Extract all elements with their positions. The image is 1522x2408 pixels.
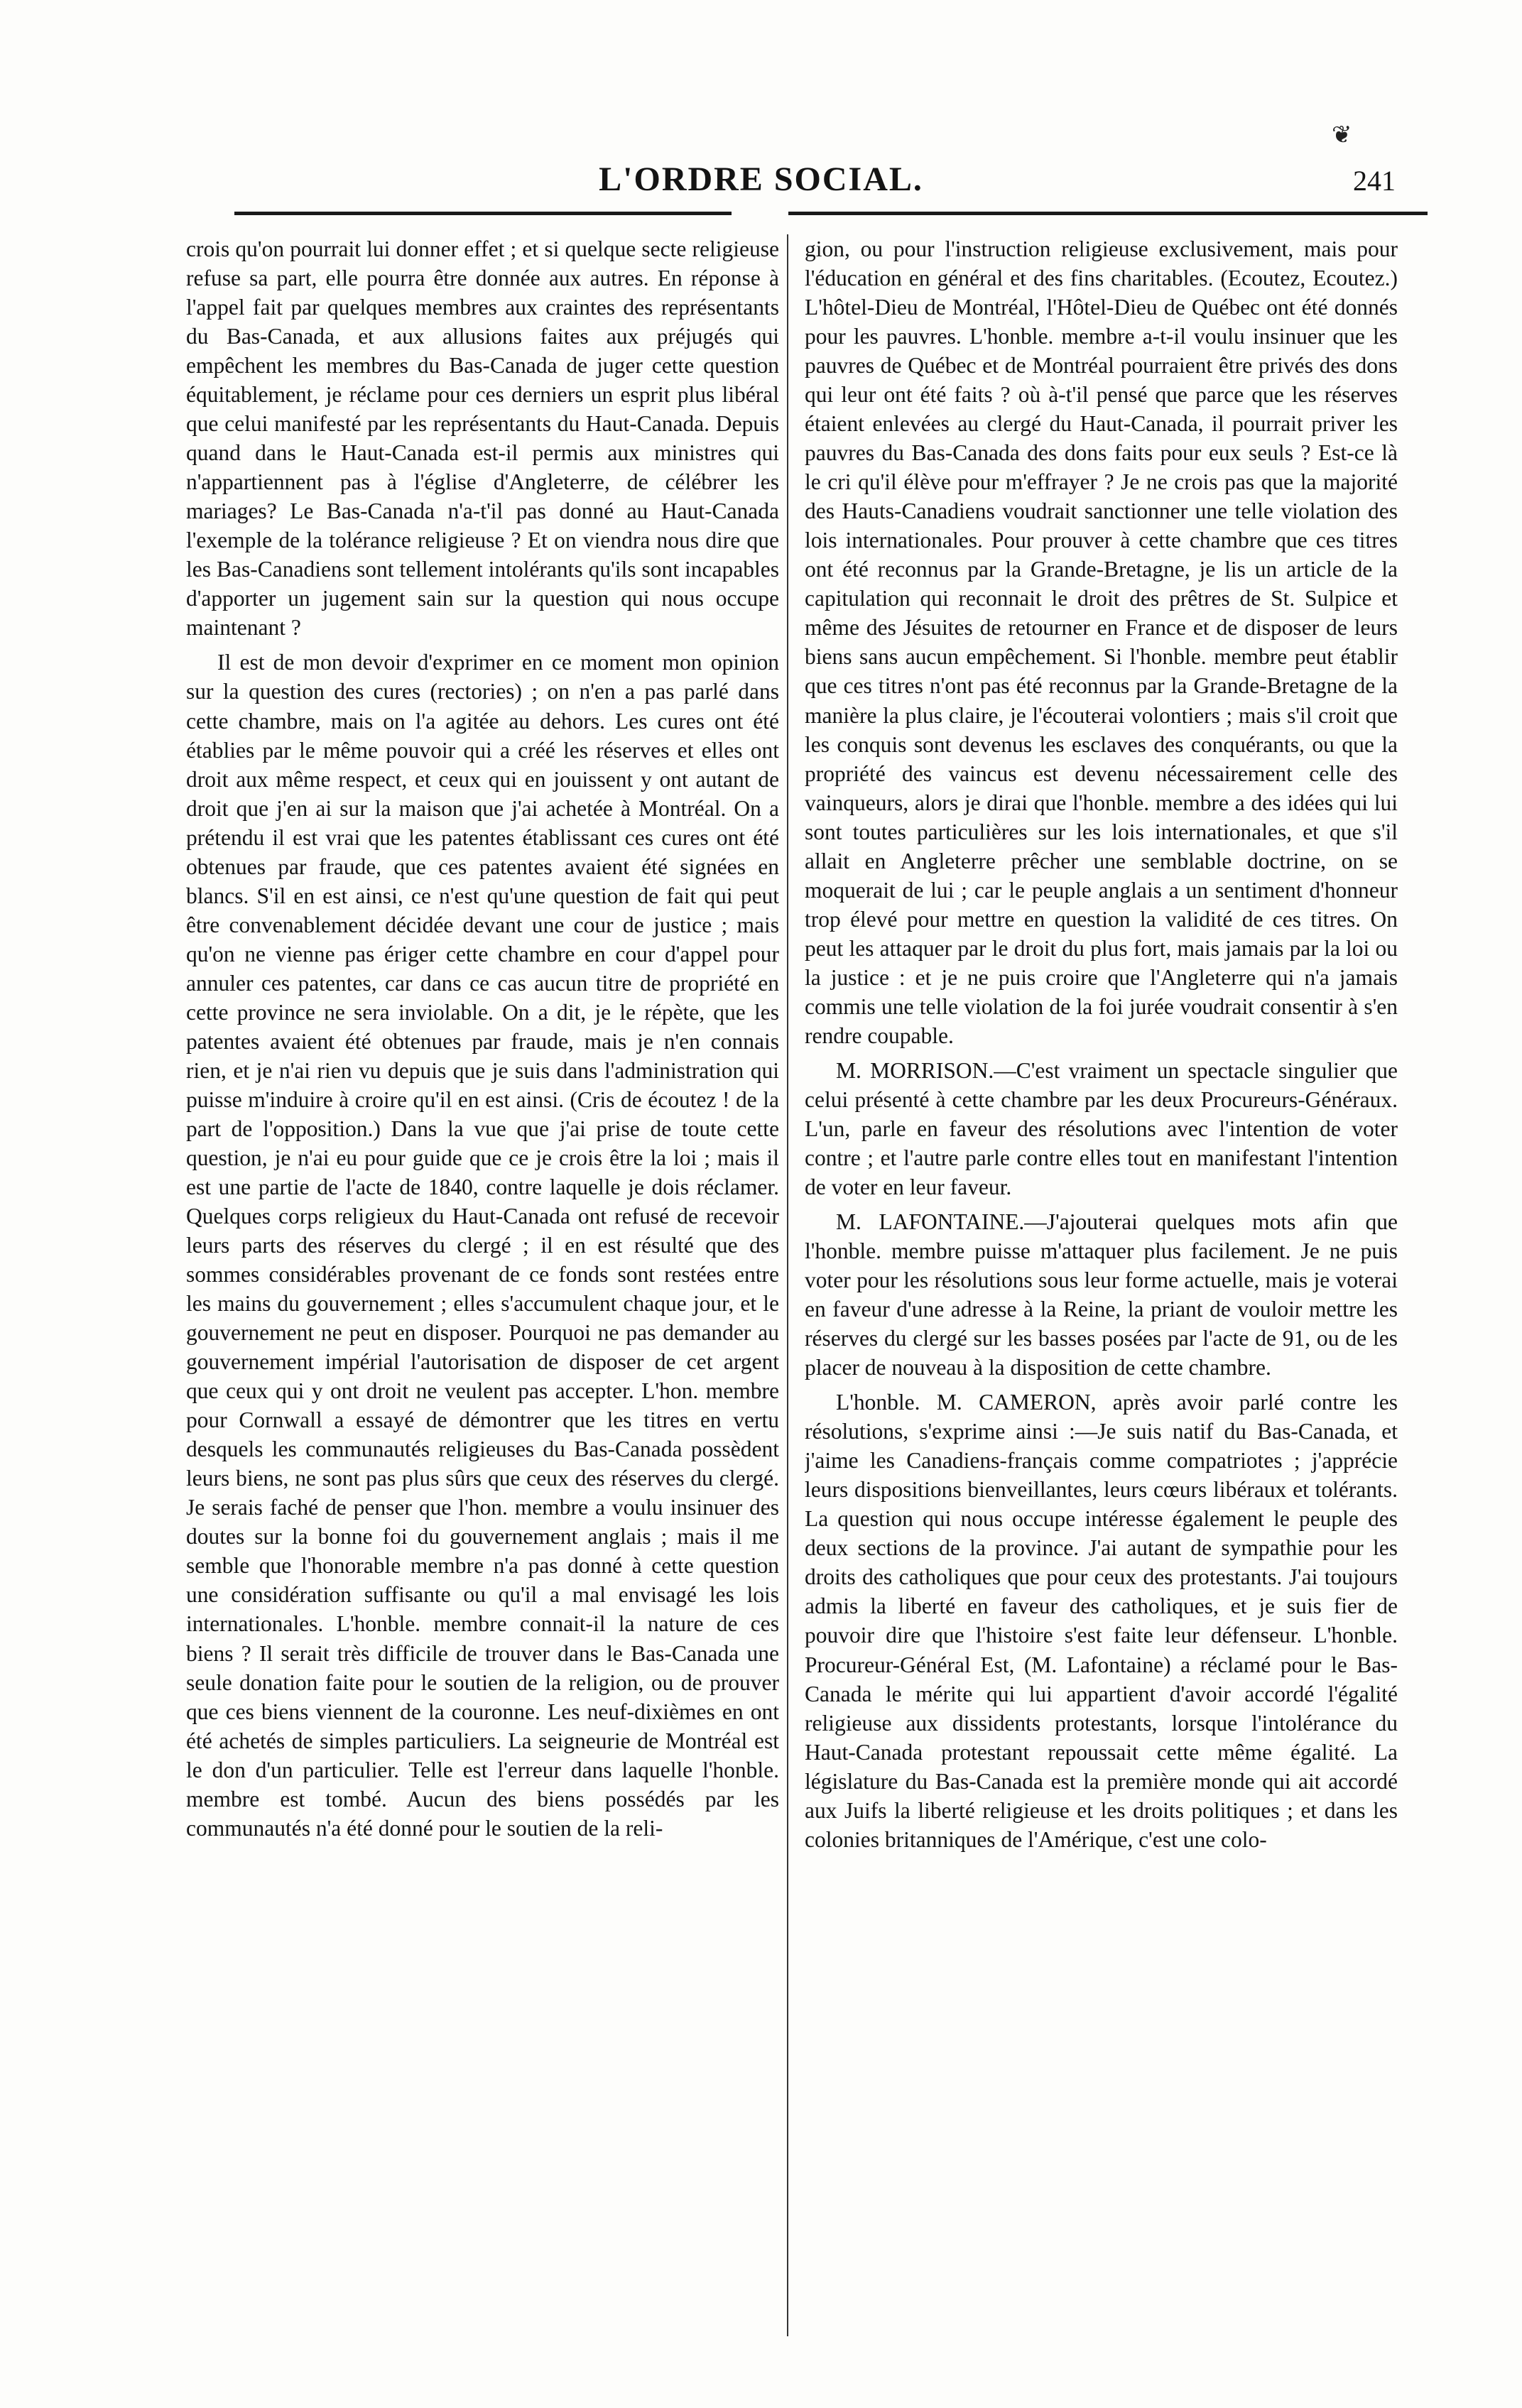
paragraph: L'honble. M. CAMERON, après avoir parlé contre les résolutions, s'exprime ainsi :—Je suis natif du Bas-Canada, et j'aime les Canadiens-français comme compatriotes ; j'apprécie leurs dispositions bienveillantes, leurs cœurs libéraux et tolérants. La question qui nous occupe intéresse également le peuple des deux sections de la province. J'ai autant de sympathie pour les droits des catholiques que pour ceux des protestants. J'ai toujours admis la liberté en faveur des catholiques, et je suis fier de pouvoir dire que l'histoire s'est faite leur défenseur. L'honble. Procureur-Général Est, (M. Lafontaine) a réclamé pour le Bas-Canada le mérite qui lui appartient d'avoir accordé l'égalité religieuse aux dissidents protestants, lorsque l'intolérance du Haut-Canada protestant repoussait cette même égalité. La législature du Bas-Canada est la première monde qui ait accordé aux Juifs la liberté religieuse et les droits politiques ; et dans les colonies britanniques de l'Amérique, c'est une colo- <box>805 1390 1398 1852</box>
column-divider <box>787 234 788 2336</box>
page-title: L'ORDRE SOCIAL. <box>599 160 923 198</box>
paragraph: crois qu'on pourrait lui donner effet ; et si quelque secte religieuse refuse sa part, elle pourra être donnée aux autres. En réponse à l'appel fait par quelques membres aux craintes des représentants du Bas-Canada, et aux allusions faites aux préjugés qui empêchent les membres du Bas-Canada de juger cette question équitablement, je réclame pour ces derniers un esprit plus libéral que celui manifesté par les représentants du Haut-Canada. Depuis quand dans le Haut-Canada est-il permis aux ministres qui n'appartiennent pas à l'église d'Angleterre, de célébrer les mariages? Le Bas-Canada n'a-t'il pas donné au Haut-Canada l'exemple de la tolérance religieuse ? Et on viendra nous dire que les Bas-Canadiens sont tellement intolérants qu'ils sont incapables d'apporter un jugement sain sur la question qui nous occupe maintenant ? <box>186 236 779 641</box>
header-rule-right <box>788 212 1428 215</box>
paragraph: Il est de mon devoir d'exprimer en ce moment mon opinion sur la question des cures (rectories) ; on n'en a pas parlé dans cette chambre, mais on l'a agitée au dehors. Les cures ont été établies par le même pouvoir qui a créé les réserves et elles ont droit aux même respect, et ceux qui en jouissent y ont autant de droit que j'en ai sur la maison que j'ai achetée à Montréal. On a prétendu il est vrai que les patentes établissant ces cures ont été obtenues par fraude, que ces patentes avaient été signées en blancs. S'il en est ainsi, ce n'est qu'une question de fait qui peut être convenablement décidée devant une cour de justice ; mais qu'on ne vienne pas ériger cette chambre en cour d'appel pour annuler ces patentes, car dans ce cas aucun titre de propriété en cette province ne sera inviolable. On a dit, je le répète, que les patentes avaient été obtenues par fraude, mais je n'en connais rien, et je n'ai rien vu depuis que je suis dans l'administration qui puisse m'induire à croire qu'il en est ainsi. (Cris de écoutez ! de la part de l'opposition.) Dans la vue que j'ai prise de toute cette question, je n'ai eu pour guide que ce je crois être la loi ; mais il est une partie de l'acte de 1840, contre laquelle je dois réclamer. Quelques corps religieux du Haut-Canada ont refusé de recevoir leurs parts des réserves du clergé ; il en est résulté que des sommes considérables provenant de ce fonds sont restées entre les mains du gouvernement ; elles s'accumulent chaque jour, et le gouvernement ne peut en disposer. Pourquoi ne pas demander au gouvernement impérial l'autorisation de disposer de cet argent que ceux qui y ont droit ne veulent pas accepter. L'hon. membre pour Cornwall a essayé de démontrer que les titres en vertu desquels les communautés religieuses du Bas-Canada possèdent leurs biens, ne sont pas plus sûrs que ceux des réserves du clergé. Je serais faché de penser que l'hon. membre a voulu insinuer des doutes sur la bonne foi du gouvernement anglais ; mais il me semble que l'honorable membre n'a pas donné à cette question une considération suffisante ou qu'il a mal envisagé les lois internationales. L'honble. membre connait-il la nature de ces biens ? Il serait très difficile de trouver dans le Bas-Canada une seule donation faite pour le soutien de la religion, ou de prouver que ces biens viennent de la couronne. Les neuf-dixièmes en ont été achetés de simples particuliers. La seigneurie de Montréal est le don d'un particulier. Telle est l'erreur dans laquelle l'honble. membre est tombé. Aucun des biens possédés par les communautés n'a été donné pour le soutien de la reli- <box>186 650 779 1841</box>
right-column <box>805 234 1398 2358</box>
left-column <box>186 234 779 2358</box>
page-header <box>0 160 1522 209</box>
page-number: 241 <box>1353 165 1396 197</box>
paragraph: M. LAFONTAINE.—J'ajouterai quelques mots afin que l'honble. membre puisse m'attaquer plus facilement. Je ne puis voter pour les résolutions sous leur forme actuelle, mais je voterai en faveur d'une adresse à la Reine, la priant de vouloir mettre les réserves du clergé sur les basses posées par l'acte de 91, ou de les placer de nouveau à la disposition de cette chambre. <box>805 1209 1398 1380</box>
paragraph: M. MORRISON.—C'est vraiment un spectacle singulier que celui présenté à cette chambre par les deux Procureurs-Généraux. L'un, parle en faveur des résolutions avec l'intention de voter contre ; et l'autre parle contre elles tout en manifestant l'intention de voter en leur faveur. <box>805 1057 1398 1199</box>
paragraph: gion, ou pour l'instruction religieuse exclusivement, mais pour l'éducation en général et des fins charitables. (Ecoutez, Ecoutez.) L'hôtel-Dieu de Montréal, l'Hôtel-Dieu de Québec ont été donnés pour les pauvres. L'honble. membre a-t-il voulu insinuer que les pauvres de Québec et de Montréal pourraient être privés des dons qui leur ont été faits ? où à-t'il pensé que parce que les réserves étaient enlevées au clergé du Haut-Canada, il pourrait priver les pauvres du Bas-Canada des dons faits pour eux seuls ? Est-ce là le cri qu'il élève pour m'effrayer ? Je ne crois pas que la majorité des Hauts-Canadiens voudrait sanctionner une telle violation des lois internationales. Pour prouver à cette chambre que ces titres ont été reconnus par la Grande-Bretagne, je lis un article de la capitulation qui reconnait le droit des prêtres de St. Sulpice et même des Jésuites de retourner en France et de disposer de leurs biens sans aucun empêchement. Si l'honble. membre peut établir que ces titres n'ont pas été reconnus par la Grande-Bretagne de la manière la plus claire, je l'écouterai volontiers ; mais s'il croit que les conquis sont devenus les esclaves des conquérants, ou que la propriété des vaincus est devenu nécessairement celle des vainqueurs, alors je dirai que l'honble. membre a des idées qui lui sont toutes particulières sur les lois internationales, et que s'il allait en Angleterre prêcher une semblable doctrine, on se moquerait de lui ; car le peuple anglais a un sentiment d'honneur trop élevé pour mettre en question la validité de ces titres. On peut les attaquer par le droit du plus fort, mais jamais par la loi ou la justice : et je ne puis croire que l'Angleterre qui n'a jamais commis une telle violation de la foi jurée voudrait consentir à s'en rendre coupable. <box>805 236 1398 1048</box>
corner-mark: ❦ <box>1332 122 1352 148</box>
header-rule-left <box>234 212 732 215</box>
